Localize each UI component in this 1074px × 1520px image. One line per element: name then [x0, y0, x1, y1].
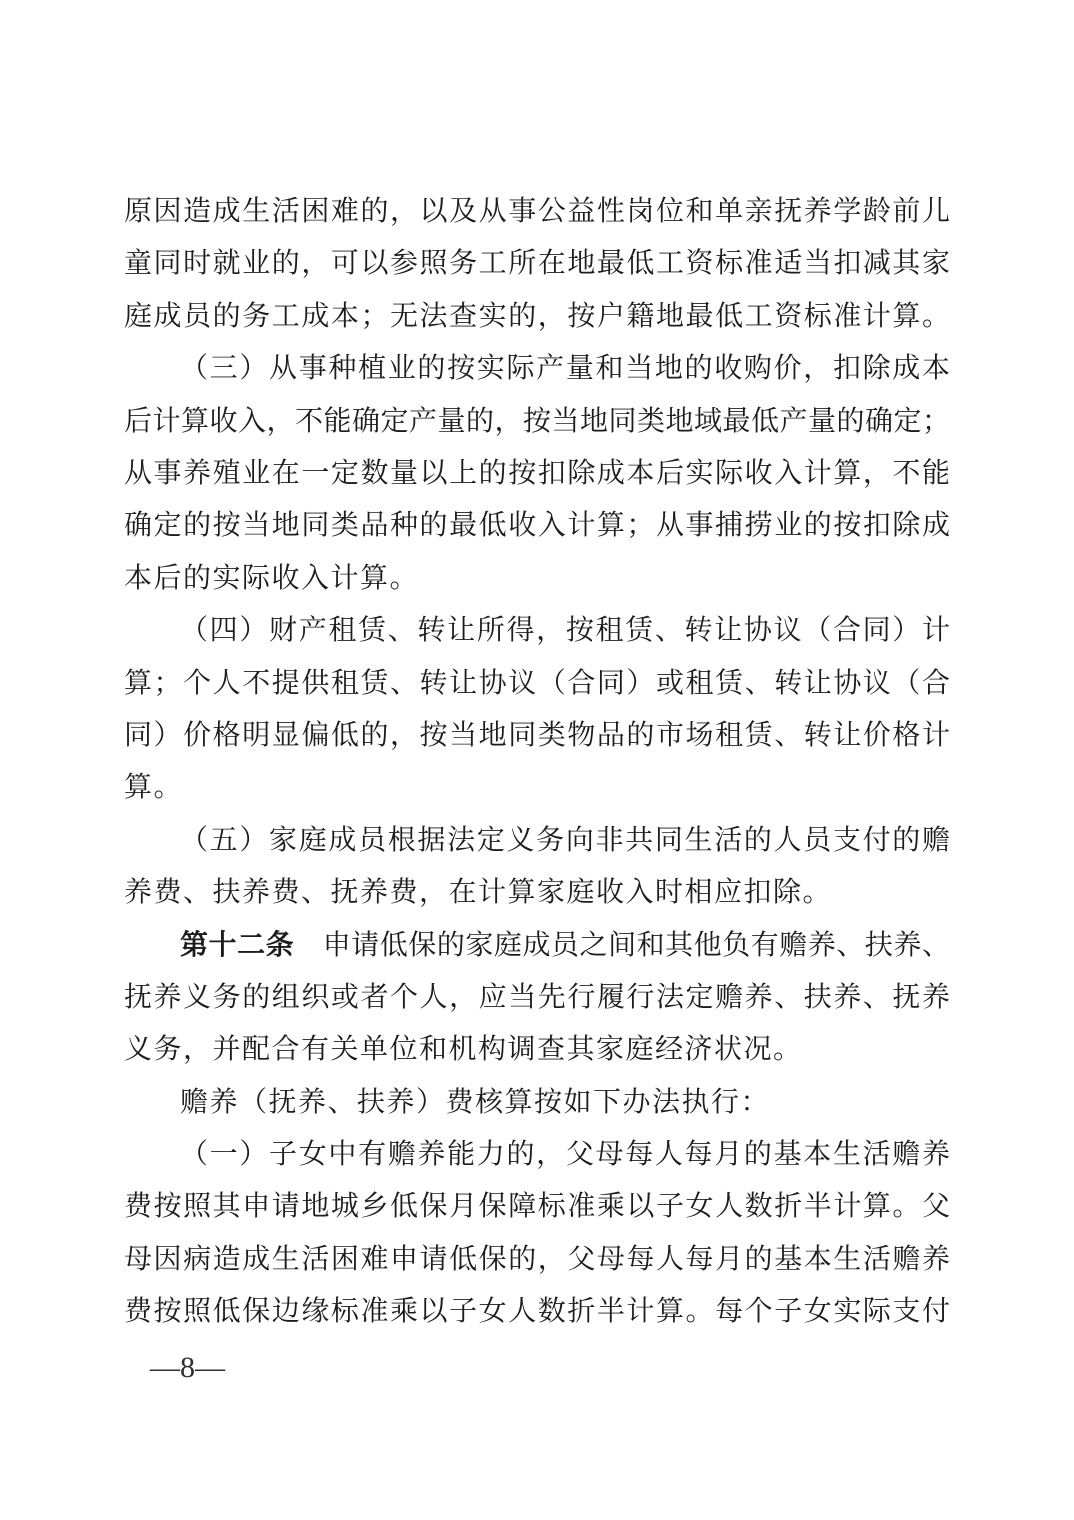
- text-line: [124, 710, 950, 762]
- text-line: [124, 867, 950, 919]
- text-line: [124, 1181, 950, 1233]
- text-line: [124, 762, 950, 814]
- text-run: 算；个人不提供租赁、转让协议（合同）或租赁、转让协议（合: [124, 667, 950, 699]
- text-run: 费按照其申请地城乡低保月保障标准乘以子女人数折半计算。父: [124, 1191, 950, 1223]
- text-line: [124, 1077, 950, 1129]
- text-run: 确定的按当地同类品种的最低收入计算；从事捕捞业的按扣除成: [124, 510, 950, 542]
- text-run: 费按照低保边缘标准乘以子女人数折半计算。每个子女实际支付: [124, 1296, 950, 1328]
- text-run: 庭成员的务工成本；无法查实的，按户籍地最低工资标准计算。: [124, 300, 950, 332]
- text-run: 原因造成生活困难的，以及从事公益性岗位和单亲抚养学龄前儿: [124, 196, 950, 227]
- document-body: [124, 186, 950, 1339]
- text-run: （三）从事种植业的按实际产量和当地的收购价，扣除成本: [180, 353, 950, 385]
- text-run: 抚养义务的组织或者个人，应当先行履行法定赡养、扶养、抚养: [124, 981, 950, 1013]
- text-line: [124, 396, 950, 448]
- text-run: 申请低保的家庭成员之间和其他负有赡养、扶养、: [294, 930, 950, 962]
- text-run: （一）子女中有赡养能力的，父母每人每月的基本生活赡养: [180, 1139, 950, 1171]
- text-line: [124, 1024, 950, 1076]
- text-line: [124, 658, 950, 710]
- text-line: [124, 448, 950, 500]
- text-line: [124, 500, 950, 552]
- text-line: [124, 1129, 950, 1181]
- text-run: 童同时就业的，可以参照务工所在地最低工资标准适当扣减其家: [124, 248, 950, 280]
- text-run: 后计算收入，不能确定产量的，按当地同类地域最低产量的确定；: [124, 405, 950, 437]
- text-line: [124, 815, 950, 867]
- text-run: 养费、扶养费、抚养费，在计算家庭收入时相应扣除。: [124, 877, 833, 909]
- text-line: [124, 238, 950, 290]
- article-number-bold: 第十二条: [180, 929, 295, 961]
- text-run: 从事养殖业在一定数量以上的按扣除成本后实际收入计算，不能: [124, 457, 950, 489]
- text-line: [124, 1234, 950, 1286]
- text-run: 赡养（抚养、扶养）费核算按如下办法执行：: [180, 1086, 771, 1118]
- text-line: [124, 343, 950, 395]
- text-line: [124, 972, 950, 1024]
- text-run: 算。: [124, 772, 184, 804]
- text-line: [124, 919, 950, 971]
- page-number: —8—: [150, 1351, 225, 1384]
- text-run: 母因病造成生活困难申请低保的，父母每人每月的基本生活赡养: [124, 1243, 950, 1275]
- text-run: 同）价格明显偏低的，按当地同类物品的市场租赁、转让价格计: [124, 719, 950, 751]
- text-run: （五）家庭成员根据法定义务向非共同生活的人员支付的赡: [180, 824, 950, 856]
- text-line: [124, 291, 950, 343]
- text-run: 本后的实际收入计算。: [124, 562, 420, 594]
- text-line: [124, 553, 950, 605]
- text-line: [124, 1286, 950, 1338]
- text-run: （四）财产租赁、转让所得，按租赁、转让协议（合同）计: [180, 615, 950, 647]
- page-footer: [150, 1350, 225, 1386]
- text-run: 义务，并配合有关单位和机构调查其家庭经济状况。: [124, 1034, 803, 1066]
- text-line: [124, 605, 950, 657]
- text-line: [124, 186, 950, 238]
